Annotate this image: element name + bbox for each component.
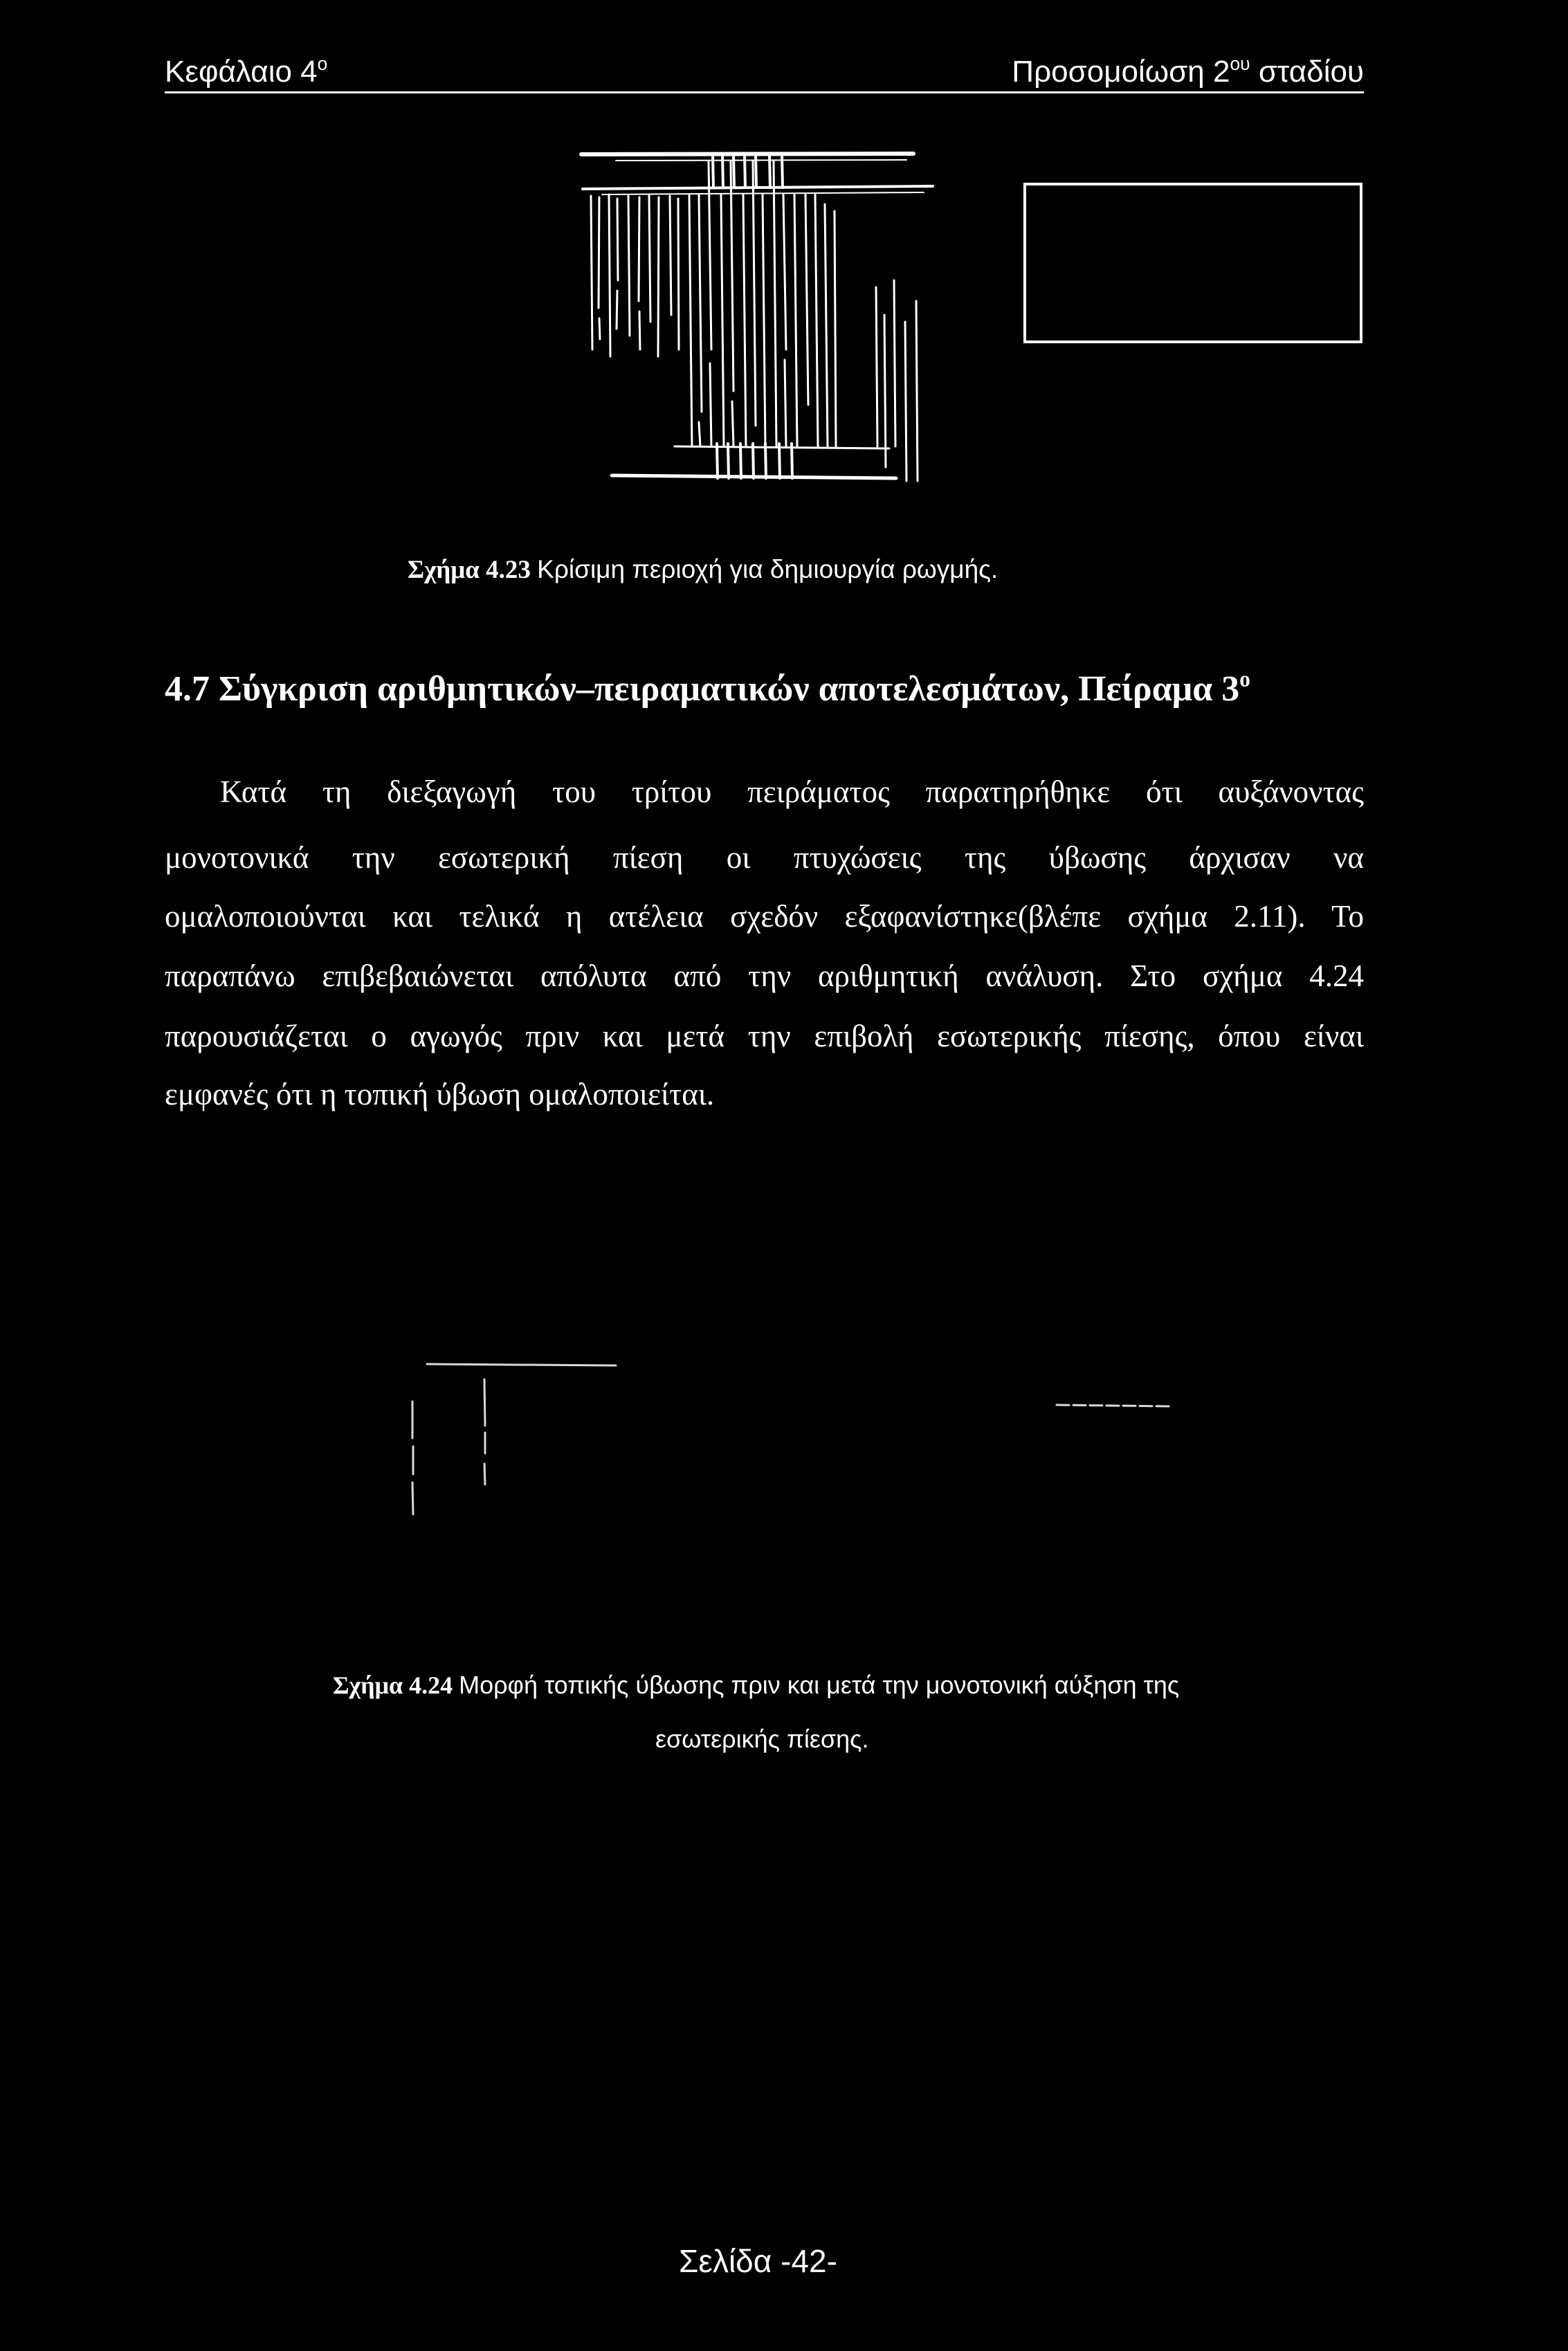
hatch-line [794,194,797,446]
figure-caption-text: Μορφή τοπικής ύβωσης πριν και μετά την μονοτονική αύξηση της [459,1671,1180,1699]
profile-line [484,1379,485,1426]
hatch-line [591,196,592,350]
hatch-line [649,194,650,322]
figure-caption-text: Κρίσιμη περιοχή για δημιουργία ρωγμής. [537,555,999,583]
grid-line [782,154,783,188]
hatch-line [763,194,765,446]
hatch-line [785,360,786,446]
grid-line [753,444,754,478]
figure-4-24-drawing [401,1350,1190,1529]
chapter-label: Κεφάλαιο 4 [165,55,318,89]
hatch-line [743,194,746,446]
grid-line [717,444,718,478]
page-number: Σελίδα -42- [679,2243,837,2279]
section-heading-text: 4.7 Σύγκριση αριθμητικών–πειραματικών αποτελεσμάτων, Πείραμα 3 [165,669,1240,709]
hatch-line [884,315,886,467]
paragraph-line: παρουσιάζεται ο αγωγός πριν και μετά την επιβολή εσωτερικής πίεσης, όπου είναι [165,1019,1364,1053]
hatch-line [835,211,836,446]
figure-4-23-caption [408,554,998,586]
figure-label: Σχήμα 4.24 [333,1671,453,1699]
paragraph-line: μονοτονικά την εσωτερική πίεση οι πτυχώσεις της ύβωσης άρχισαν να [165,840,1364,875]
figure-4-24-caption-continuation: εσωτερικής πίεσης. [655,1725,869,1753]
hatch-line [609,194,610,356]
grid-line [765,444,766,478]
profile-line [1057,1405,1169,1406]
section-label: Προσομοίωση 2 [1012,55,1230,89]
hatch-line [639,311,640,350]
middle-hatching [689,161,836,446]
hatch-line [815,194,818,446]
grid-line [779,444,780,478]
right-hatching [876,280,918,481]
paragraph-line: εμφανές ότι η τοπική ύβωση ομαλοποιείται. [165,1077,715,1111]
hatch-line [905,322,906,481]
paragraph-line: Κατά τη διεξαγωγή του τρίτου πειράματος παρατηρήθηκε ότι αυξάνοντας [220,774,1364,809]
hatch-line [805,194,808,405]
profile-line [412,1482,413,1514]
section-superscript: ου [1230,53,1250,74]
hatch-line [678,199,679,350]
hatch-line [721,194,724,446]
profile-line [484,1464,485,1485]
section-title [1012,54,1364,90]
figure-4-23-frame [1023,183,1362,343]
hatch-line [689,194,692,446]
hatch-line [731,161,733,391]
figure-4-24-caption [333,1671,1179,1700]
figure-label: Σχήμα 4.23 [408,556,531,584]
left-hatching [591,194,679,356]
grid-line [769,154,770,188]
hatch-line [709,161,711,350]
hatch-line [894,280,895,446]
flange-line [675,446,889,448]
grid-line [740,444,741,478]
paragraph-line: παραπάνω επιβεβαιώνεται απόλυτα από την αριθμητική ανάλυση. Στο σχήμα 4.24 [165,959,1364,993]
bottom-flange [612,444,896,478]
grid-line [722,154,723,188]
top-flange [581,154,933,194]
section-label-tail: σταδίου [1258,55,1364,89]
profile-line [427,1364,616,1365]
paragraph-line: ομαλοποιούνται και τελικά η ατέλεια σχεδόν εξαφανίστηκε(βλέπε σχήμα 2.11). Το [165,899,1364,934]
hatch-line [699,422,700,446]
hatch-line [599,318,600,339]
hatch-line [699,194,702,412]
hatch-line [658,197,659,356]
hatch-line [916,301,918,481]
figure-4-23-drawing [574,142,951,495]
hatch-line [753,161,756,426]
hatch-line [783,194,786,350]
hatch-line [628,196,630,336]
hatch-line [876,287,877,446]
hatch-line [732,401,733,446]
hatch-line [825,204,828,446]
section-heading-superscript: ο [1239,666,1250,691]
hatch-line [670,196,671,315]
grid-line [733,154,734,188]
flange-line [616,160,906,161]
hatch-line [710,363,711,446]
header-rule [165,91,1364,93]
grid-line [728,444,729,478]
hatch-line [774,161,776,446]
hatch-line [617,199,618,280]
chapter-title [165,54,327,90]
section-heading [165,666,1250,710]
chapter-superscript: ο [317,53,328,74]
